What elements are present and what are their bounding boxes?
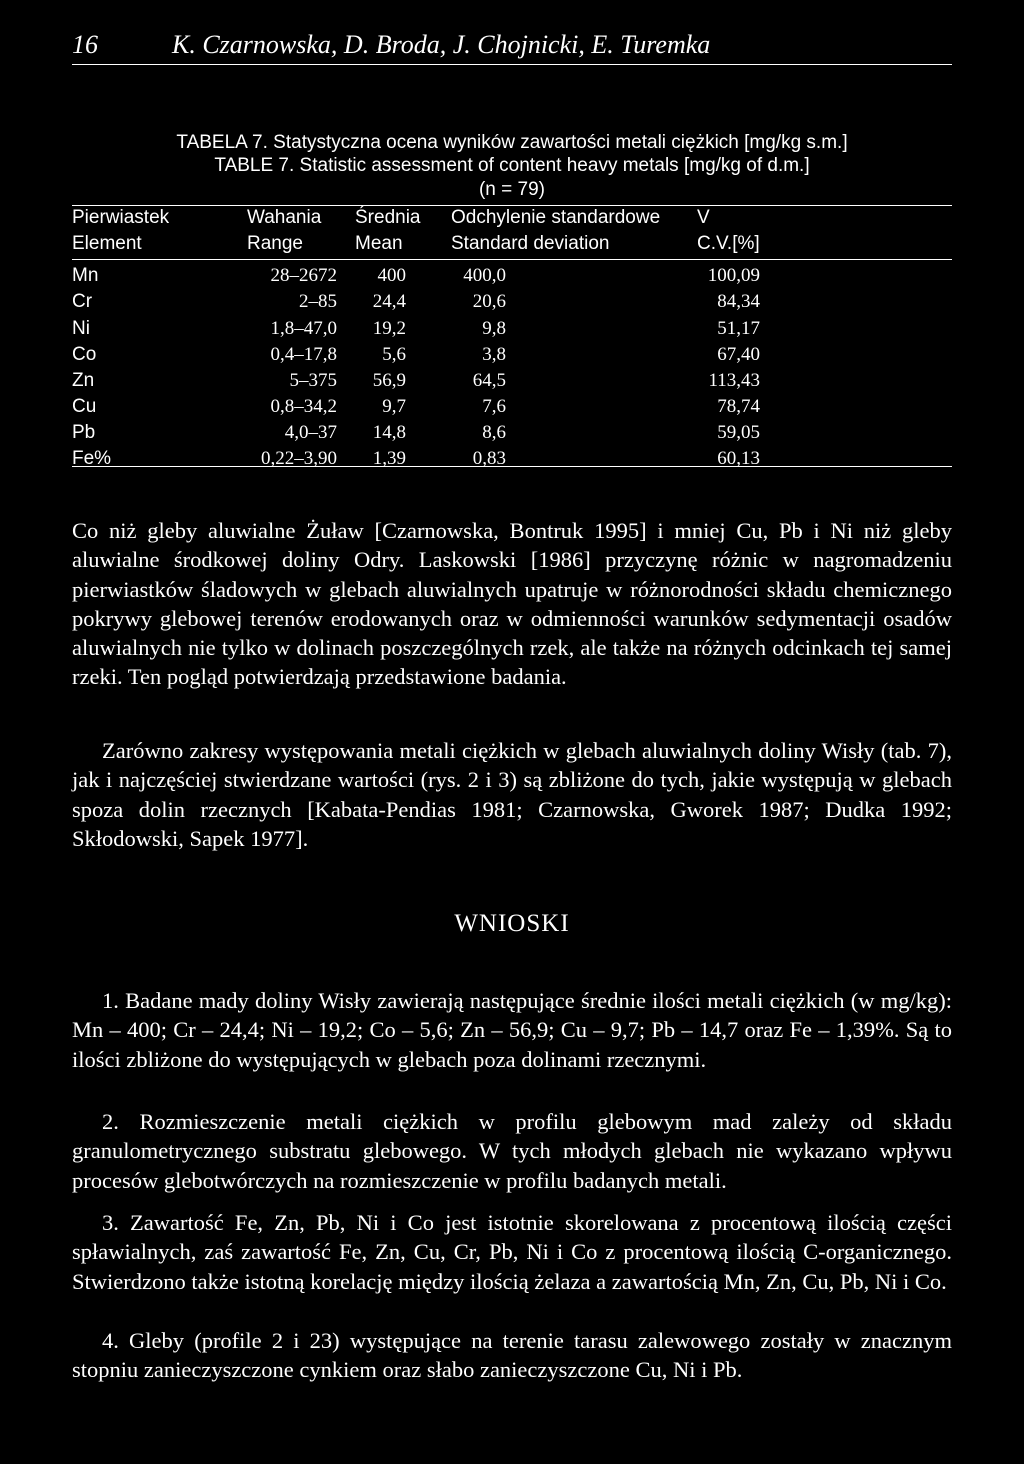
table-cell: 9,8 (482, 318, 506, 339)
table-cell: 2–85 (299, 291, 337, 312)
table-cell: 60,13 (717, 448, 760, 469)
table-cell: 19,2 (372, 318, 406, 339)
table-cell: 4,0–37 (284, 422, 337, 443)
body-paragraph: Zarówno zakresy występowania metali ciężkich w glebach aluwialnych doliny Wisły (tab. 7), jak i najczęściej stwierdzane wartości (rys. 2 i 3) są zbliżone do tych, jakie występują w glebach spoza dolin rzecznych [Kabata-Pendias 1981; Czarnowska, Gworek 1987; Dudka 1992; Skłodowski, Sapek 1977]. (72, 738, 952, 851)
table-cell: 0,83 (472, 448, 506, 469)
table-cell: Mn (72, 265, 99, 286)
table-cell: 3,8 (482, 344, 506, 365)
table-cell: 20,6 (472, 291, 506, 312)
table-cell: 28–2672 (270, 265, 337, 286)
table-cell: 5–375 (289, 370, 337, 391)
table-header-cell: C.V.[%] (697, 233, 760, 254)
table-cell: Zn (72, 370, 95, 391)
table-header-cell: Range (247, 233, 303, 254)
table-cell: 24,4 (372, 291, 406, 312)
table-cell: Cr (72, 291, 93, 312)
table-header-cell: Mean (355, 233, 403, 254)
table-cell: 100,09 (707, 265, 760, 286)
table-cell: Fe% (72, 448, 112, 469)
table-top-rule (72, 205, 952, 206)
table-head-rule (72, 259, 952, 260)
table-caption-pl: TABELA 7. Statystyczna ocena wyników zawartości metali ciężkich [mg/kg s.m.] (176, 132, 848, 153)
conclusion-item: 3. Zawartość Fe, Zn, Pb, Ni i Co jest istotnie skorelowana z procentową ilością części spławialnych, zaś zawartość Fe, Zn, Cu, Cr, Pb, Ni i Co z procentową ilością C-organicznego. Stwierdzono także istotną korelację między ilością żelaza a zawartością Mn, Zn, Cu, Pb, Ni i Co. (72, 1210, 952, 1294)
page-number: 16 (72, 30, 98, 59)
table-cell: 400,0 (463, 265, 506, 286)
table-cell: 5,6 (382, 344, 406, 365)
table-cell: 8,6 (482, 422, 506, 443)
table-header-cell: Pierwiastek (72, 207, 170, 228)
table-header-cell: Wahania (247, 207, 322, 228)
table-header-cell: Element (72, 233, 142, 254)
body-paragraph: Co niż gleby aluwialne Żuław [Czarnowska, Bontruk 1995] i mniej Cu, Pb i Ni niż gleby aluwialne środkowej doliny Odry. Laskowski [1986] przyczynę różnic w nagromadzeniu pierwiastków śladowych w glebach aluwialnych upatruje w różnorodności składu chemicznego pokrywy glebowej terenów erodowanych oraz w odmienności warunków sedymentacji osadów aluwialnych nie tylko w dolinach poszczególnych rzek, ale także na różnych odcinkach tej samej rzeki. Ten pogląd potwierdzają przedstawione badania. (72, 518, 952, 690)
section-heading: WNIOSKI (454, 910, 570, 937)
table-cell: 51,17 (717, 318, 760, 339)
table-caption-en: TABLE 7. Statistic assessment of content heavy metals [mg/kg of d.m.] (214, 155, 810, 176)
table-header-cell: V (697, 207, 710, 228)
table-cell: 9,7 (382, 396, 406, 417)
table-cell: Ni (72, 318, 90, 339)
table-cell: 59,05 (717, 422, 760, 443)
conclusion-item: 1. Badane mady doliny Wisły zawierają następujące średnie ilości metali ciężkich (w mg/kg): Mn – 400; Cr – 24,4; Ni – 19,2; Co – 5,6; Zn – 56,9; Cu – 9,7; Pb – 14,7 oraz Fe – 1,39%. Są to ilości zbliżone do występujących w glebach poza dolinami rzecznymi. (72, 988, 952, 1072)
running-header (72, 30, 952, 65)
table-cell: Co (72, 344, 97, 365)
table-cell: 0,4–17,8 (270, 344, 337, 365)
table-cell: 84,34 (717, 291, 760, 312)
table-cell: 1,39 (372, 448, 406, 469)
table-cell: Pb (72, 422, 96, 443)
table-cell: 7,6 (482, 396, 506, 417)
table-cell: Cu (72, 396, 97, 417)
table-cell: 67,40 (717, 344, 760, 365)
table-cell: 56,9 (372, 370, 406, 391)
table-header-cell: Odchylenie standardowe (451, 207, 661, 228)
table-cell: 113,43 (708, 370, 760, 391)
table-cell: 14,8 (372, 422, 406, 443)
running-head: K. Czarnowska, D. Broda, J. Chojnicki, E. Turemka (172, 30, 711, 59)
table-bottom-rule (72, 466, 952, 467)
table-cell: 78,74 (717, 396, 760, 417)
conclusion-item: 2. Rozmieszczenie metali ciężkich w profilu glebowym mad zależy od składu granulometrycznego substratu glebowego. W tych młodych glebach nie wykazano wpływu procesów glebotwórczych na rozmieszczenie w profilu badanych metali. (72, 1109, 952, 1193)
table-sample-size: (n = 79) (478, 179, 545, 200)
table-cell: 64,5 (472, 370, 506, 391)
conclusion-item: 4. Gleby (profile 2 i 23) występujące na terenie tarasu zalewowego zostały w znacznym stopniu zanieczyszczone cynkiem oraz słabo zanieczyszczone Cu, Ni i Pb. (72, 1328, 952, 1383)
table-header-cell: Średnia (355, 207, 421, 228)
table-cell: 0,8–34,2 (270, 396, 337, 417)
table-header-cell: Standard deviation (451, 233, 610, 254)
table-cell: 1,8–47,0 (270, 318, 337, 339)
table-cell: 0,22–3,90 (261, 448, 337, 469)
table-cell: 400 (377, 265, 406, 286)
